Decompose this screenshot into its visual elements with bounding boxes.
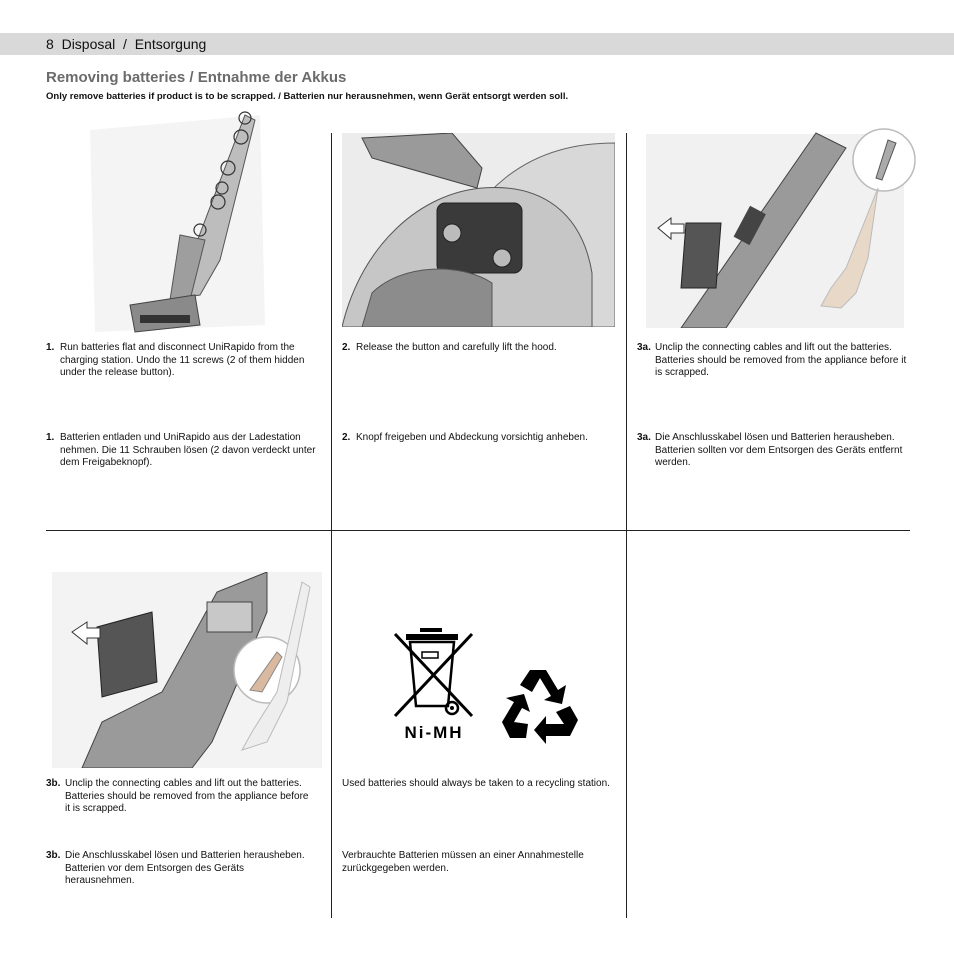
page-title: Removing batteries / Entnahme der Akkus bbox=[46, 69, 347, 86]
recycling-note-en: Used batteries should always be taken to a recycling station. bbox=[342, 778, 610, 789]
step-text: Run batteries flat and disconnect UniRapido from the charging station. Undo the 11 screws (2 of them hidden under the release button). bbox=[60, 342, 305, 378]
step-1-en bbox=[46, 342, 316, 380]
column-divider-1 bbox=[331, 133, 332, 918]
step-text: Die Anschlusskabel lösen und Batterien herausheben. Batterien vor dem Entsorgen des Geräts herausnehmen. bbox=[65, 850, 305, 886]
step-number: 3b. bbox=[46, 850, 61, 861]
crossed-out-wheelie-bin-icon bbox=[392, 626, 477, 741]
ni-mh-label: Ni-MH bbox=[404, 723, 464, 741]
step-3b-de bbox=[46, 850, 316, 888]
step-number: 1. bbox=[46, 342, 55, 353]
step-text: Knopf freigeben und Abdeckung vorsichtig anheben. bbox=[356, 432, 588, 443]
step-number: 3b. bbox=[46, 778, 61, 789]
section-header-bar bbox=[0, 33, 954, 55]
illustration-vacuum-screws bbox=[80, 110, 270, 335]
page-subtitle: Only remove batteries if product is to be scrapped. / Batterien nur herausnehmen, wenn Gerät entsorgt werden soll. bbox=[46, 91, 569, 102]
step-text: Batterien entladen und UniRapido aus der Ladestation nehmen. Die 11 Schrauben lösen (2 davon verdeckt unter dem Freigabeknopf). bbox=[60, 432, 316, 468]
step-text: Die Anschlusskabel lösen und Batterien herausheben. Batterien sollten vor dem Entsorgen des Geräts entfernt werden. bbox=[655, 432, 903, 468]
section-header bbox=[46, 36, 206, 52]
step-text: Unclip the connecting cables and lift out the batteries. Batteries should be removed from the appliance before it is scrapped. bbox=[65, 778, 309, 814]
page-number: 8 bbox=[46, 36, 54, 52]
step-number: 2. bbox=[342, 432, 351, 443]
row-divider bbox=[46, 530, 910, 531]
section-name: Disposal / Entsorgung bbox=[61, 36, 207, 52]
step-number: 2. bbox=[342, 342, 351, 353]
step-number: 3a. bbox=[637, 342, 651, 353]
illustration-battery-removal-3a bbox=[646, 128, 918, 328]
illustration-hood-release bbox=[342, 133, 615, 327]
step-number: 1. bbox=[46, 432, 55, 443]
step-1-de bbox=[46, 432, 316, 470]
recycling-arrows-icon bbox=[500, 666, 580, 744]
illustration-battery-removal-3b bbox=[52, 572, 322, 768]
step-text: Unclip the connecting cables and lift out the batteries. Batteries should be removed from the appliance before it is scrapped. bbox=[655, 342, 907, 378]
step-2-de bbox=[342, 432, 592, 445]
step-text: Release the button and carefully lift the hood. bbox=[356, 342, 557, 353]
step-3b-en bbox=[46, 778, 316, 816]
column-divider-2 bbox=[626, 133, 627, 918]
step-3a-de bbox=[637, 432, 909, 470]
step-3a-en bbox=[637, 342, 909, 380]
step-number: 3a. bbox=[637, 432, 651, 443]
step-2-en bbox=[342, 342, 612, 355]
recycling-note-de: Verbrauchte Batterien müssen an einer Annahmestelle zurückgegeben werden. bbox=[342, 850, 584, 874]
